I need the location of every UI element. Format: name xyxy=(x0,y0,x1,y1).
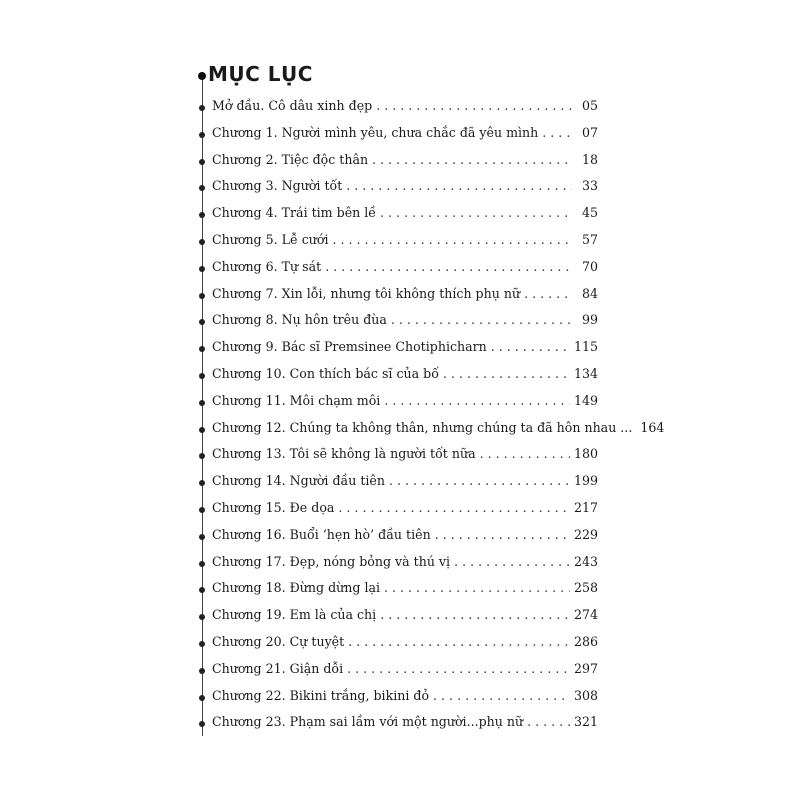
chapter-title: Chương 13. Tôi sẽ không là người tốt nữa xyxy=(212,446,476,462)
bullet-dot xyxy=(199,400,205,406)
chapter-title: Chương 18. Đừng dừng lại xyxy=(212,580,381,596)
page-number: 70 xyxy=(581,258,598,274)
chapter-title: Chương 5. Lễ cưới xyxy=(212,231,329,247)
bullet-dot xyxy=(199,185,205,191)
toc-entry-line xyxy=(212,366,598,381)
dot-leader xyxy=(433,688,570,703)
dot-leader xyxy=(542,125,572,140)
toc-entry-line xyxy=(212,554,598,569)
chapter-title: Chương 12. Chúng ta không thân, nhưng chúng ta đã hôn nhau ... xyxy=(212,419,633,435)
bullet-dot xyxy=(199,319,205,325)
bullet-dot xyxy=(199,561,205,567)
bullet-dot xyxy=(199,212,205,218)
toc-entry xyxy=(0,149,800,176)
dot-leader xyxy=(380,205,572,220)
chapter-title: Chương 10. Con thích bác sĩ của bố xyxy=(212,365,439,381)
table-of-contents xyxy=(0,95,800,738)
dot-leader xyxy=(380,607,570,622)
dot-leader xyxy=(435,527,570,542)
toc-entry-line xyxy=(212,580,598,595)
bullet-dot xyxy=(199,373,205,379)
page-number: 321 xyxy=(573,714,598,730)
chapter-title: Chương 17. Đẹp, nóng bỏng và thú vị xyxy=(212,553,451,569)
chapter-title: Chương 19. Em là của chị xyxy=(212,607,377,623)
dot-leader xyxy=(389,473,570,488)
page-number: 308 xyxy=(573,687,598,703)
page-number: 134 xyxy=(573,365,598,381)
page-number: 99 xyxy=(581,312,598,328)
chapter-title: Chương 20. Cự tuyệt xyxy=(212,633,345,649)
toc-entry xyxy=(0,685,800,712)
dot-leader xyxy=(527,714,570,729)
toc-entry-line xyxy=(212,393,598,408)
dot-leader xyxy=(384,393,570,408)
dot-leader xyxy=(325,259,572,274)
toc-entry xyxy=(0,604,800,631)
bullet-dot xyxy=(199,453,205,459)
toc-entry xyxy=(0,631,800,658)
dot-leader xyxy=(480,446,570,461)
bullet-dot xyxy=(199,105,205,111)
toc-entry-line xyxy=(212,500,598,515)
toc-entry xyxy=(0,711,800,738)
toc-entry xyxy=(0,390,800,417)
toc-entry-line xyxy=(212,607,598,622)
chapter-title: Chương 8. Nụ hôn trêu đùa xyxy=(212,312,387,328)
chapter-title: Chương 14. Người đầu tiên xyxy=(212,473,385,489)
toc-entry-line xyxy=(212,634,598,649)
dot-leader xyxy=(391,312,572,327)
toc-entry xyxy=(0,577,800,604)
chapter-title: Chương 3. Người tốt xyxy=(212,178,343,194)
chapter-title: Chương 22. Bikini trắng, bikini đỏ xyxy=(212,687,430,703)
bullet-dot xyxy=(199,614,205,620)
page-number: 149 xyxy=(573,392,598,408)
toc-entry-line xyxy=(212,661,598,676)
chapter-title: Chương 15. Đe dọa xyxy=(212,499,335,515)
bullet-dot xyxy=(199,132,205,138)
chapter-title: Chương 6. Tự sát xyxy=(212,258,322,274)
page-number: 164 xyxy=(640,419,665,435)
toc-entry xyxy=(0,417,800,444)
dot-leader xyxy=(348,634,570,649)
dot-leader xyxy=(372,152,572,167)
bullet-dot xyxy=(199,266,205,272)
bullet-dot xyxy=(199,480,205,486)
toc-entry-line xyxy=(212,688,598,703)
dot-leader xyxy=(454,554,570,569)
chapter-title: Chương 9. Bác sĩ Premsinee Chotiphicharn xyxy=(212,339,487,355)
page-number: 229 xyxy=(573,526,598,542)
page-number: 297 xyxy=(573,660,598,676)
page-number: 274 xyxy=(573,607,598,623)
bullet-dot xyxy=(199,695,205,701)
toc-entry-line xyxy=(212,446,598,461)
bullet-dot xyxy=(199,668,205,674)
dot-leader xyxy=(384,580,570,595)
toc-entry-line xyxy=(212,232,598,247)
toc-entry-line xyxy=(212,205,598,220)
chapter-title: Chương 16. Buổi ‘hẹn hò’ đầu tiên xyxy=(212,526,431,542)
bullet-dot xyxy=(199,507,205,513)
page-number: 18 xyxy=(581,151,598,167)
toc-entry xyxy=(0,336,800,363)
page-number: 45 xyxy=(581,205,598,221)
toc-entry xyxy=(0,470,800,497)
dot-leader xyxy=(491,339,570,354)
toc-entry xyxy=(0,309,800,336)
bullet-dot xyxy=(199,721,205,727)
toc-entry-line xyxy=(212,527,598,542)
page-number: 05 xyxy=(581,98,598,113)
page-number: 199 xyxy=(573,473,598,489)
page-number: 57 xyxy=(581,231,598,247)
toc-entry-line xyxy=(212,286,598,301)
toc-entry-line xyxy=(212,419,665,435)
bullet-dot xyxy=(199,293,205,299)
page-number: 180 xyxy=(573,446,598,462)
toc-entry xyxy=(0,363,800,390)
dot-leader xyxy=(346,178,572,193)
toc-entry xyxy=(0,497,800,524)
page-number: 115 xyxy=(573,339,598,355)
page-title: MỤC LỤC xyxy=(208,62,313,86)
toc-entry-line xyxy=(212,98,598,113)
toc-entry xyxy=(0,658,800,685)
heading-bullet xyxy=(198,72,206,80)
dot-leader xyxy=(347,661,570,676)
page-number: 243 xyxy=(573,553,598,569)
dot-leader xyxy=(443,366,570,381)
toc-entry xyxy=(0,202,800,229)
dot-leader xyxy=(376,98,572,113)
toc-entry xyxy=(0,175,800,202)
toc-entry xyxy=(0,443,800,470)
page-number: 258 xyxy=(573,580,598,596)
bullet-dot xyxy=(199,534,205,540)
toc-entry-line xyxy=(212,473,598,488)
toc-entry-line xyxy=(212,178,598,193)
chapter-title: Chương 11. Môi chạm môi xyxy=(212,392,381,408)
chapter-title: Chương 7. Xin lỗi, nhưng tôi không thích phụ nữ xyxy=(212,285,521,301)
chapter-title: Chương 4. Trái tim bên lề xyxy=(212,205,377,221)
chapter-title: Chương 23. Phạm sai lầm với một người...phụ nữ xyxy=(212,714,524,730)
toc-entry-line xyxy=(212,312,598,327)
dot-leader xyxy=(333,232,572,247)
toc-entry-line xyxy=(212,714,598,729)
toc-entry xyxy=(0,95,800,122)
dot-leader xyxy=(524,286,572,301)
chapter-title: Mở đầu. Cô dâu xinh đẹp xyxy=(212,98,373,113)
toc-entry xyxy=(0,122,800,149)
page-number: 07 xyxy=(581,124,598,140)
toc-entry xyxy=(0,524,800,551)
page-number: 84 xyxy=(581,285,598,301)
bullet-dot xyxy=(199,587,205,593)
bullet-dot xyxy=(199,641,205,647)
page-number: 33 xyxy=(581,178,598,194)
toc-entry xyxy=(0,229,800,256)
toc-entry-line xyxy=(212,152,598,167)
bullet-dot xyxy=(199,427,205,433)
toc-entry xyxy=(0,256,800,283)
chapter-title: Chương 1. Người mình yêu, chưa chắc đã yêu mình xyxy=(212,124,539,140)
toc-entry-line xyxy=(212,259,598,274)
bullet-dot xyxy=(199,346,205,352)
page-number: 217 xyxy=(573,499,598,515)
toc-entry xyxy=(0,283,800,310)
chapter-title: Chương 2. Tiệc độc thân xyxy=(212,151,369,167)
bullet-dot xyxy=(199,159,205,165)
toc-entry-line xyxy=(212,339,598,354)
chapter-title: Chương 21. Giận dỗi xyxy=(212,660,344,676)
dot-leader xyxy=(338,500,570,515)
toc-entry-line xyxy=(212,125,598,140)
page-number: 286 xyxy=(573,633,598,649)
toc-entry xyxy=(0,551,800,578)
bullet-dot xyxy=(199,239,205,245)
